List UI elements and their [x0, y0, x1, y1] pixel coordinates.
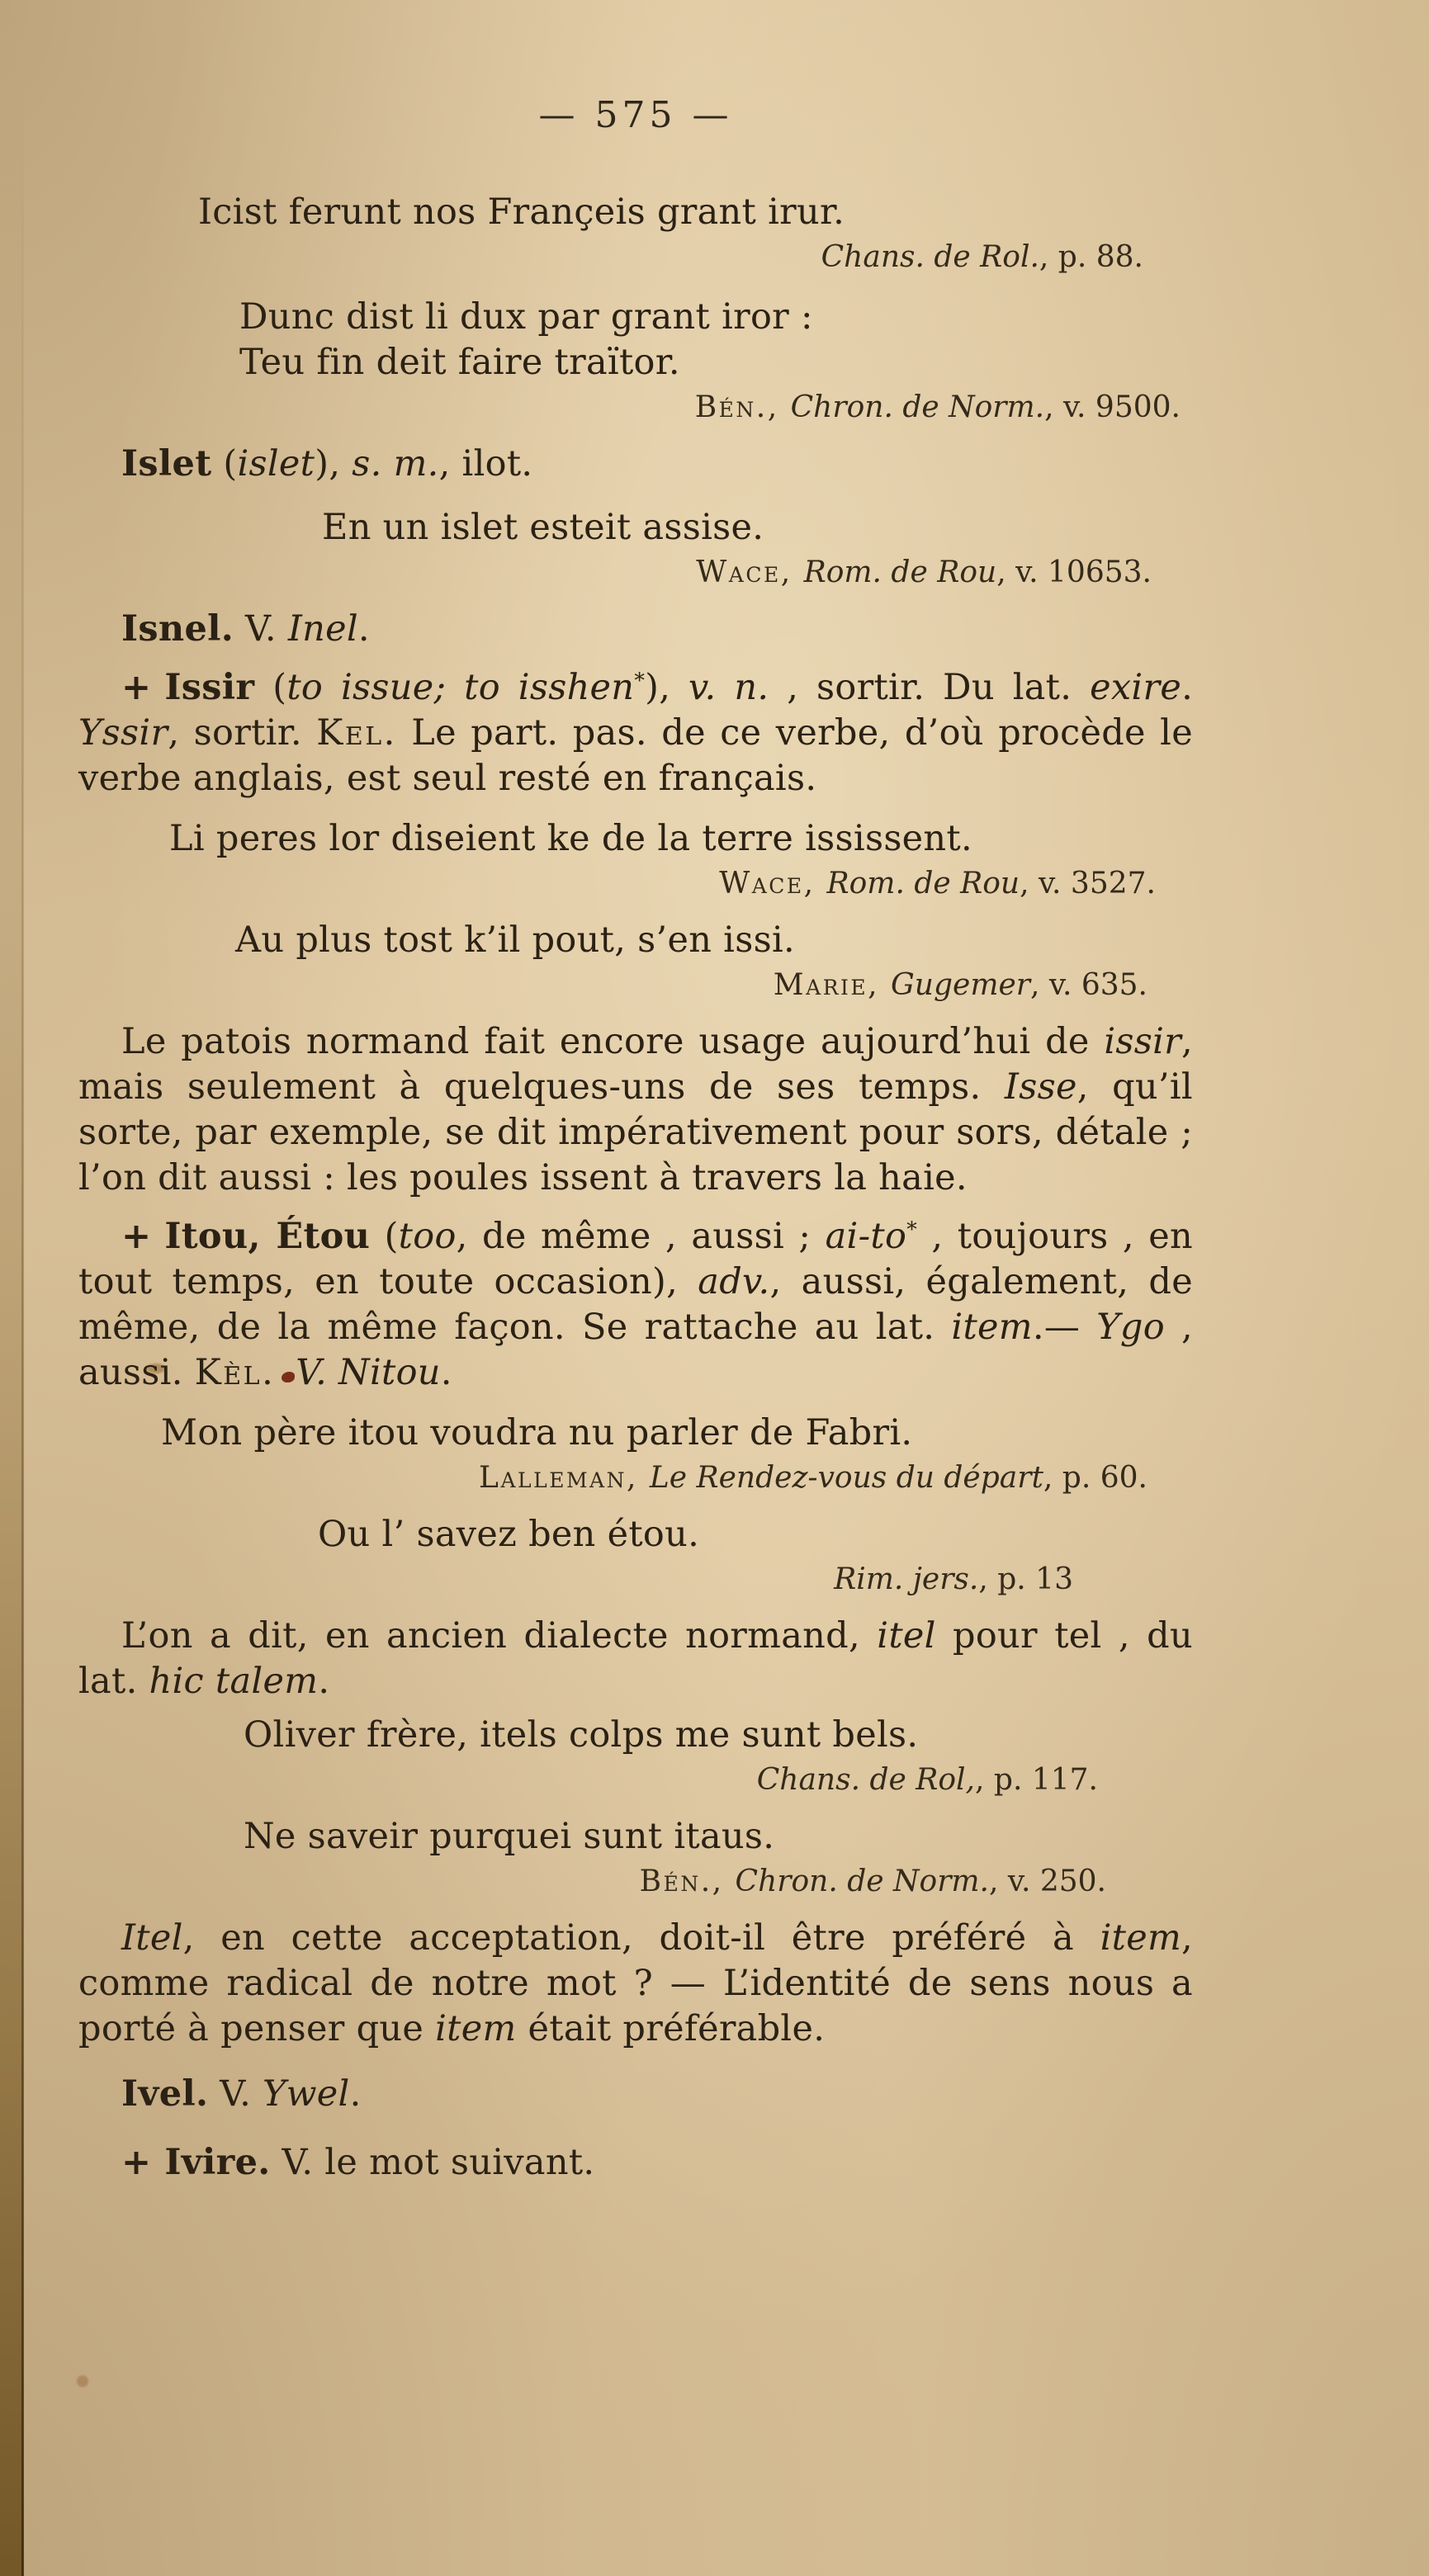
quote-dunc-line1: [239, 295, 1193, 340]
author-smallcaps: Bén.,: [694, 390, 791, 424]
italic-run: issir: [1104, 1021, 1182, 1062]
text-run: .: [349, 2073, 362, 2115]
work-title: Rom. de Rou: [803, 555, 997, 589]
italic-run: Itel: [121, 1917, 183, 1959]
author-smallcaps: Marie,: [773, 968, 892, 1002]
text-run: V.: [234, 608, 288, 650]
citation-lalleman-60: [78, 1458, 1193, 1499]
italic-run: exire: [1090, 667, 1182, 708]
entry-isnel: [78, 607, 1193, 652]
ink-blot: [282, 1372, 295, 1383]
italic-run: Inel: [287, 608, 358, 650]
asterisk-marker: *: [634, 669, 646, 692]
citation-ben-chron-9500: [78, 387, 1193, 428]
page-content: [78, 0, 1193, 2186]
verse-ref: , v. 635.: [1030, 968, 1147, 1002]
text-run: était préférable.: [516, 2008, 826, 2049]
quote-text: En un islet esteit assise.: [322, 507, 764, 548]
text-run: ),: [645, 667, 689, 708]
entry-headword: Itou, Étou: [164, 1216, 371, 1257]
quote-dunc-line2: [239, 340, 1193, 385]
paragraph-patois: [78, 1019, 1193, 1201]
entry-ivire: [78, 2140, 1193, 2186]
smallcaps-run: Kel.: [316, 712, 397, 754]
entry-ivel: [78, 2072, 1193, 2117]
citation-ben-chron-250: [78, 1861, 1193, 1902]
entry-headword: Ivel.: [121, 2073, 209, 2115]
text-run: .—: [1032, 1307, 1097, 1348]
entry-headword: Islet: [121, 443, 212, 484]
verse-ref: , v. 3527.: [1020, 867, 1156, 900]
verse-ref: , v. 250.: [989, 1865, 1106, 1898]
italic-run: s. m.: [352, 443, 439, 484]
asterisk-marker: *: [906, 1217, 917, 1241]
italic-run: Ygo: [1096, 1307, 1165, 1348]
quote-liperes: [169, 816, 1193, 862]
quote-text: Ne saveir purquei sunt itaus.: [244, 1816, 775, 1857]
italic-run: islet: [237, 443, 315, 484]
verse-ref: , v. 9500.: [1044, 390, 1181, 424]
work-title: Gugemer: [891, 968, 1030, 1002]
citation-wace-rou-3527: [78, 863, 1193, 905]
page-gutter-line: [21, 0, 24, 2576]
paragraph-lon: [78, 1614, 1193, 1704]
text-run: V. le mot suivant.: [270, 2142, 595, 2183]
entry-islet: [78, 442, 1193, 487]
italic-run: ai-to: [825, 1216, 907, 1257]
author-smallcaps: Bén.,: [639, 1865, 736, 1898]
quote-auplus: [235, 918, 1193, 963]
text-run: .: [1181, 667, 1194, 708]
text-run: V.: [208, 2073, 263, 2115]
quote-oliver: [244, 1713, 1193, 1758]
page-ref: , p. 117.: [975, 1763, 1098, 1797]
text-run: Le patois normand fait encore usage aujourd’hui de: [121, 1021, 1105, 1062]
page-ref: , p. 60.: [1043, 1461, 1147, 1495]
text-run: .: [318, 1661, 330, 1702]
quote-text: Oliver frère, itels colps me sunt bels.: [244, 1714, 919, 1756]
page-ref: , p. 13: [978, 1562, 1073, 1596]
quote-islet: [322, 505, 1193, 551]
text-run: , de même , aussi ;: [456, 1216, 826, 1257]
italic-run: item: [1100, 1917, 1182, 1959]
text-run: ),: [315, 443, 353, 484]
text-run: .: [440, 1352, 452, 1393]
author-smallcaps: Lalleman,: [479, 1461, 650, 1495]
verse-ref: , v. 10653.: [996, 555, 1152, 589]
work-title: Rom. de Rou: [826, 867, 1020, 900]
smallcaps-run: Kèl.: [194, 1352, 276, 1393]
text-run: (: [211, 443, 238, 484]
paper-stain: [77, 2375, 88, 2387]
quote-text: Icist ferunt nos Françeis grant irur.: [198, 191, 845, 233]
quote-saveir: [244, 1814, 1193, 1860]
text-run: .: [357, 608, 370, 650]
entry-headword: Isnel.: [121, 608, 234, 650]
quote-fabri: [161, 1411, 1193, 1456]
quote-text: Teu fin deit faire traïtor.: [239, 342, 680, 383]
work-title: Le Rendez-vous du départ: [649, 1461, 1043, 1495]
cross-marker: +: [121, 2142, 152, 2183]
entry-issir: [78, 665, 1193, 801]
quote-icist: [198, 190, 1193, 235]
quote-text: Li peres lor diseient ke de la terre ississent.: [169, 818, 972, 859]
work-title: Chron. de Norm.: [790, 390, 1045, 424]
entry-itou: [78, 1214, 1193, 1396]
work-title: Chans. de Rol.: [821, 240, 1039, 274]
text-run: , comme radical de notre mot ? — L’identité de sens nous a porté à penser que: [78, 1917, 1193, 2049]
italic-run: Yssir: [78, 712, 168, 754]
author-smallcaps: Wace,: [719, 867, 827, 900]
text-run: L’on a dit, en ancien dialecte normand,: [121, 1615, 878, 1657]
text-run: , mais seulement à quelques-uns de ses temps.: [78, 1021, 1193, 1108]
italic-run: v. n.: [688, 667, 769, 708]
text-run: pour tel , du lat.: [78, 1615, 1193, 1702]
italic-run: item: [435, 2008, 517, 2049]
author-smallcaps: Wace,: [696, 555, 804, 589]
entry-headword: Issir: [164, 667, 255, 708]
italic-run: adv.: [698, 1261, 770, 1302]
text-run: , aussi, également, de même, de la même façon. Se rattache au lat.: [78, 1261, 1193, 1348]
citation-wace-rou-10653: [78, 552, 1193, 593]
text-run: , toujours , en tout temps, en toute occasion),: [78, 1216, 1194, 1302]
text-run: , en cette acceptation, doit-il être préféré à: [182, 1917, 1100, 1959]
page-gutter-edge: [0, 0, 23, 2576]
text-run: , sortir.: [168, 712, 317, 754]
entry-headword: Ivire.: [164, 2142, 271, 2183]
italic-run: Ywel: [263, 2073, 350, 2115]
text-run: (: [254, 667, 287, 708]
quote-text: Ou l’ savez ben étou.: [318, 1514, 700, 1555]
paragraph-itel: [78, 1916, 1193, 2052]
text-run: , qu’il sorte, par exemple, se dit impérativement pour sors, détale ; l’on dit aussi : les poules issent à travers la haie.: [78, 1066, 1193, 1198]
text-run: Le part. pas. de ce verbe, d’où procède le verbe anglais, est seul resté en français.: [78, 712, 1193, 799]
text-run: , aussi.: [78, 1307, 1194, 1393]
italic-run: Isse: [1004, 1066, 1077, 1108]
text-run: , sortir. Du lat.: [769, 667, 1091, 708]
italic-run: too: [398, 1216, 457, 1257]
text-run: , ilot.: [438, 443, 533, 484]
italic-run: V. Nitou: [296, 1352, 441, 1393]
work-title: Rim. jers.: [834, 1562, 979, 1596]
work-title: Chron. de Norm.: [735, 1865, 989, 1898]
italic-run: item: [951, 1307, 1033, 1348]
italic-run: itel: [877, 1615, 936, 1657]
citation-marie-gugemer-635: [78, 965, 1193, 1006]
cross-marker: +: [121, 667, 152, 708]
citation-chans-rol-88: [78, 237, 1193, 278]
quote-etou: [318, 1512, 1193, 1557]
citation-rim-jers-13: [78, 1559, 1193, 1600]
quote-text: Mon père itou voudra nu parler de Fabri.: [161, 1412, 913, 1453]
citation-chans-rol-117: [78, 1760, 1193, 1801]
cross-marker: +: [121, 1216, 152, 1257]
quote-text: Au plus tost k’il pout, s’en issi.: [235, 919, 795, 961]
quote-text: Dunc dist li dux par grant iror :: [239, 296, 813, 338]
text-run: (: [370, 1216, 399, 1257]
italic-run: to issue; to isshen: [286, 667, 635, 708]
work-title: Chans. de Rol,: [756, 1763, 976, 1797]
page-number: — 575 —: [538, 94, 733, 136]
page-ref: , p. 88.: [1039, 240, 1143, 274]
italic-run: hic talem: [149, 1661, 319, 1702]
